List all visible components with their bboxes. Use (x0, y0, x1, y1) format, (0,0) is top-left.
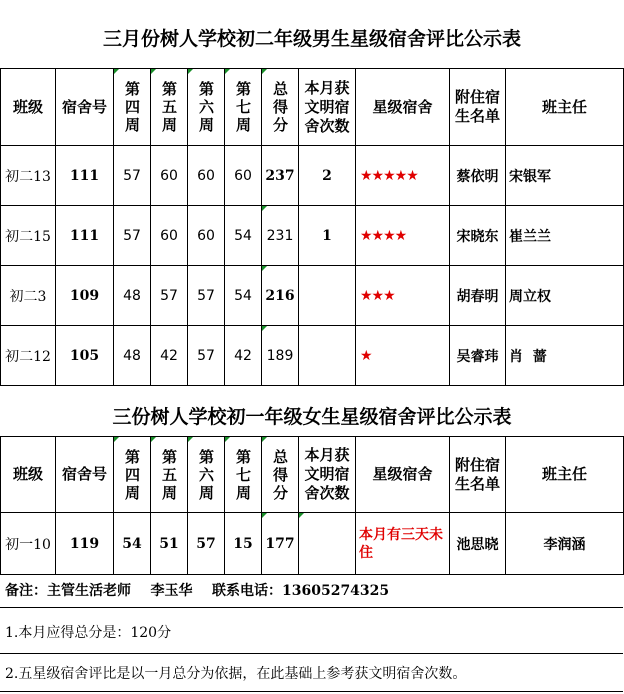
cell-total: 177 (262, 513, 299, 575)
cell-room: 111 (56, 206, 114, 266)
cell-week5: 57 (151, 266, 188, 326)
cell-room: 109 (56, 266, 114, 326)
cell-room: 105 (56, 326, 114, 386)
cell-teacher: 肖 蔷 (506, 326, 624, 386)
cell-civil-count (299, 326, 356, 386)
cell-teacher: 周立权 (506, 266, 624, 326)
cell-week7: 54 (225, 206, 262, 266)
cell-week7: 54 (225, 266, 262, 326)
cell-week4: 48 (114, 266, 151, 326)
contact-note: 备注：主管生活老师 李玉华 联系电话：13605274325 (0, 576, 623, 608)
cell-week7: 60 (225, 146, 262, 206)
cell-teacher: 宋银军 (506, 146, 624, 206)
cell-week6: 57 (188, 266, 225, 326)
note-total-score: 1.本月应得总分是：120分 (0, 608, 623, 654)
cell-week6: 60 (188, 206, 225, 266)
cell-week4: 57 (114, 146, 151, 206)
header-teacher: 班主任 (506, 437, 624, 513)
header-civil-count: 本月获文明宿舍次数 (299, 437, 356, 513)
table-row (1, 266, 624, 326)
header-week6: 第六周 (188, 437, 225, 513)
cell-total: 237 (262, 146, 299, 206)
cell-total: 189 (262, 326, 299, 386)
cell-week5: 42 (151, 326, 188, 386)
cell-week5: 60 (151, 206, 188, 266)
cell-star-rating: ★★★★★ (356, 146, 450, 206)
header-week5: 第五周 (151, 437, 188, 513)
header-resident: 附住宿生名单 (450, 437, 506, 513)
cell-resident: 池思晓 (450, 513, 506, 575)
cell-total: 231 (262, 206, 299, 266)
cell-teacher: 崔兰兰 (506, 206, 624, 266)
table-row (1, 326, 624, 386)
cell-star-note: 本月有三天未住 (356, 513, 450, 575)
note-evaluation-rule: 2.五星级宿舍评比是以一月总分为依据，在此基础上参考获文明宿舍次数。 (0, 654, 623, 692)
header-week4: 第四周 (114, 437, 151, 513)
header-room: 宿舍号 (56, 69, 114, 146)
cell-week5: 51 (151, 513, 188, 575)
table-row (1, 146, 624, 206)
cell-week6: 57 (188, 326, 225, 386)
header-class: 班级 (1, 437, 56, 513)
header-class: 班级 (1, 69, 56, 146)
header-week6: 第六周 (188, 69, 225, 146)
cell-room: 111 (56, 146, 114, 206)
header-week7: 第七周 (225, 437, 262, 513)
header-room: 宿舍号 (56, 437, 114, 513)
cell-star-rating: ★★★ (356, 266, 450, 326)
cell-class: 初二13 (1, 146, 56, 206)
cell-class: 初二3 (1, 266, 56, 326)
cell-week6: 57 (188, 513, 225, 575)
header-week4: 第四周 (114, 69, 151, 146)
cell-star-rating: ★ (356, 326, 450, 386)
cell-week4: 57 (114, 206, 151, 266)
cell-civil-count: 2 (299, 146, 356, 206)
table-row (1, 206, 624, 266)
cell-week6: 60 (188, 146, 225, 206)
header-star: 星级宿舍 (356, 437, 450, 513)
cell-week4: 48 (114, 326, 151, 386)
cell-room: 119 (56, 513, 114, 575)
girls-dorm-table (0, 436, 624, 575)
cell-resident: 宋晓东 (450, 206, 506, 266)
header-resident: 附住宿生名单 (450, 69, 506, 146)
cell-week7: 42 (225, 326, 262, 386)
cell-star-rating: ★★★★ (356, 206, 450, 266)
header-week5: 第五周 (151, 69, 188, 146)
cell-week7: 15 (225, 513, 262, 575)
header-civil-count: 本月获文明宿舍次数 (299, 69, 356, 146)
header-week7: 第七周 (225, 69, 262, 146)
table1-title: 三月份树人学校初二年级男生星级宿舍评比公示表 (102, 28, 521, 50)
header-teacher: 班主任 (506, 69, 624, 146)
cell-civil-count (299, 513, 356, 575)
header-row (1, 437, 624, 513)
cell-class: 初二12 (1, 326, 56, 386)
cell-resident: 吴睿玮 (450, 326, 506, 386)
cell-teacher: 李润涵 (506, 513, 624, 575)
cell-week5: 60 (151, 146, 188, 206)
cell-total: 216 (262, 266, 299, 326)
header-total: 总得分 (262, 437, 299, 513)
cell-resident: 蔡依明 (450, 146, 506, 206)
cell-civil-count (299, 266, 356, 326)
cell-civil-count: 1 (299, 206, 356, 266)
cell-class: 初一10 (1, 513, 56, 575)
header-total: 总得分 (262, 69, 299, 146)
cell-week4: 54 (114, 513, 151, 575)
header-row (1, 69, 624, 146)
cell-resident: 胡春明 (450, 266, 506, 326)
header-star: 星级宿舍 (356, 69, 450, 146)
cell-class: 初二15 (1, 206, 56, 266)
boys-dorm-table (0, 68, 624, 386)
table2-title: 三份树人学校初一年级女生星级宿舍评比公示表 (112, 406, 512, 428)
table-row (1, 513, 624, 575)
